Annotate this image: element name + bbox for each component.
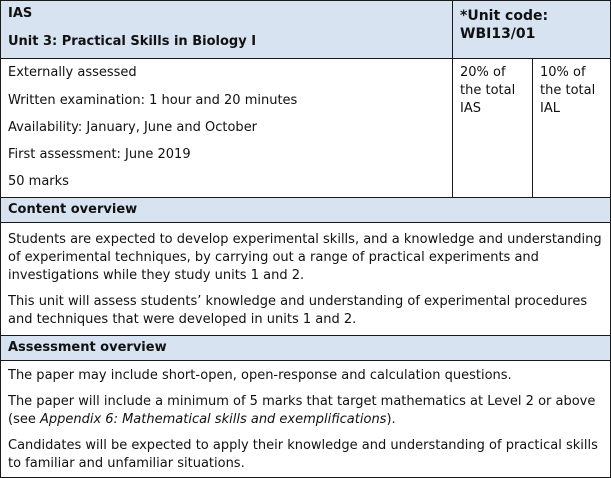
content-overview-heading: Content overview <box>8 202 138 217</box>
info-row <box>1 59 610 198</box>
ias-weight-cell <box>453 59 533 197</box>
header-row <box>1 1 610 59</box>
unit-code-label: *Unit code: <box>460 8 549 24</box>
assessment-overview-heading: Assessment overview <box>8 340 167 355</box>
info-line-availability: Availability: January, June and October <box>8 120 258 135</box>
level-label: IAS <box>8 6 33 21</box>
content-overview-header <box>1 198 610 223</box>
ial-weight: 10% of the total IAL <box>540 65 596 116</box>
info-line-first-assessment: First assessment: June 2019 <box>8 147 191 162</box>
header-title-cell <box>1 1 453 58</box>
content-overview-para-2: This unit will assess students’ knowledge and understanding of experimental procedures and techniques that were developed in units 1 and 2. <box>8 294 588 327</box>
assessment-overview-header <box>1 336 610 361</box>
assessment-overview-para-2 <box>8 393 608 429</box>
ias-weight: 20% of the total IAS <box>460 65 516 116</box>
header-code-cell <box>453 1 610 58</box>
ial-weight-cell <box>533 59 610 197</box>
assessment-overview-body <box>1 361 610 477</box>
content-overview-body <box>1 223 610 337</box>
appendix-reference: Appendix 6: Mathematical skills and exemplifications <box>39 412 387 427</box>
info-details-cell <box>1 59 453 197</box>
assessment-overview-para-3: Candidates will be expected to apply their knowledge and understanding of practical skills to familiar and unfamiliar situations. <box>8 438 598 471</box>
para-2-text-after: ). <box>386 412 396 427</box>
content-overview-para-1: Students are expected to develop experimental skills, and a knowledge and understanding of experimental techniques, by carrying out a range of practical experiments and investigations while they study units 1 and 2. <box>8 232 602 283</box>
unit-code: WBI13/01 <box>460 26 536 42</box>
unit-title: Unit 3: Practical Skills in Biology I <box>8 34 257 49</box>
info-line-assessed: Externally assessed <box>8 65 137 80</box>
para-2-text-before: The paper will include a minimum of 5 marks that target mathematics at Level 2 or above (see <box>8 394 596 427</box>
assessment-overview-para-1: The paper may include short-open, open-response and calculation questions. <box>8 368 512 383</box>
info-line-exam: Written examination: 1 hour and 20 minutes <box>8 93 298 108</box>
info-line-marks: 50 marks <box>8 174 69 189</box>
